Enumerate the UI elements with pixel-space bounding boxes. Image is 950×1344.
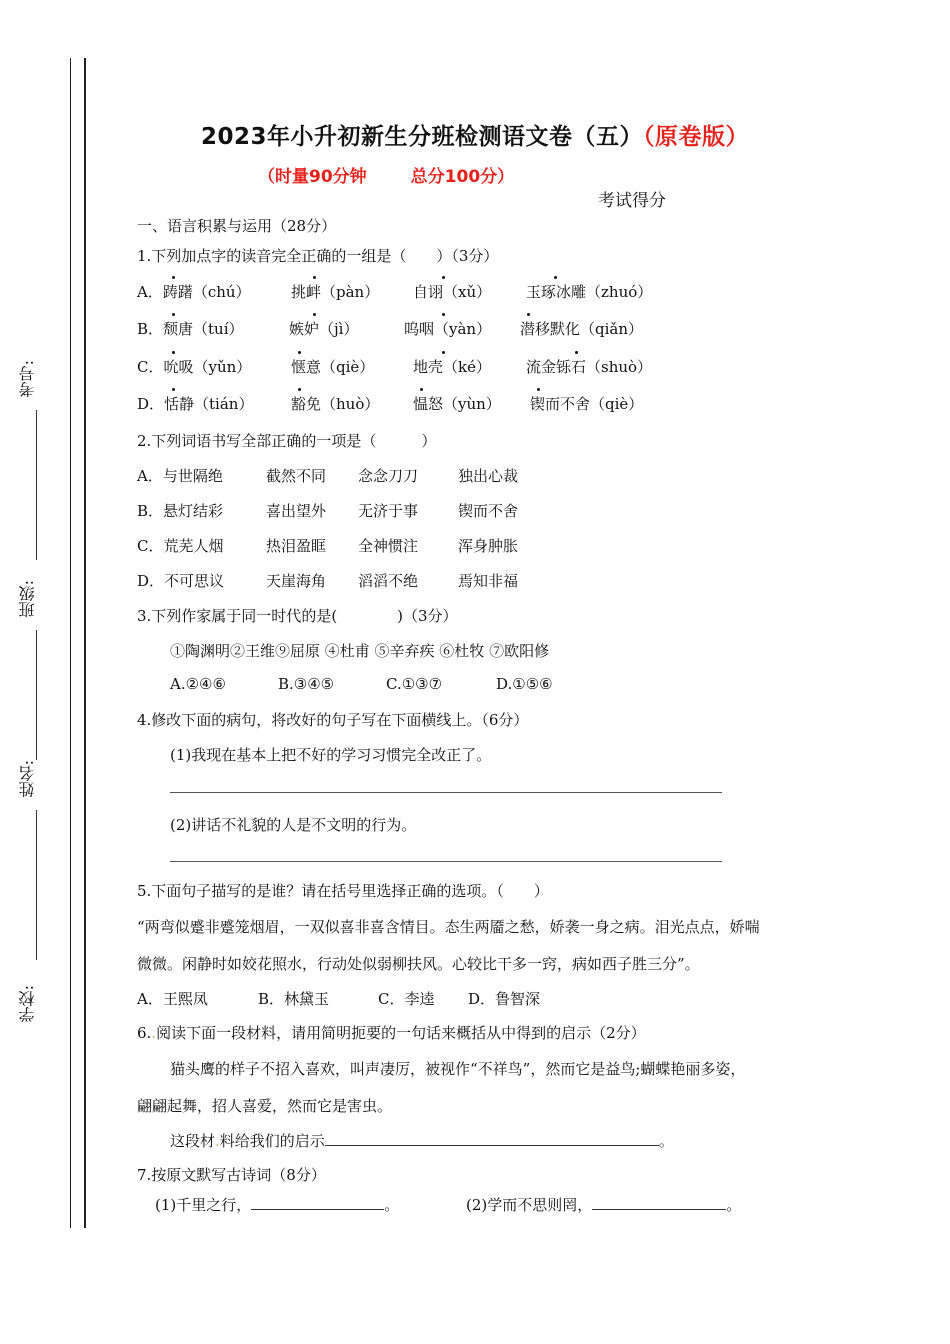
q5-option-b: B．林黛玉 (258, 990, 330, 1008)
q7-item-2-text: (2)学而不思则罔， (466, 1196, 593, 1214)
q6-passage-line-2: 翩翩起舞，招人喜爱，然而它是害虫。 (137, 1097, 393, 1115)
q3-list: ①陶渊明②王维⑨屈原 ④杜甫 ⑤辛弃疾 ⑥杜牧 ⑦欧阳修 (170, 642, 550, 660)
q1-d2: 豁免（huò） (291, 395, 380, 413)
q6-prompt-b: 料给我们的启示 (219, 1132, 325, 1150)
q5-option-c: C．李逵 (378, 990, 435, 1008)
dot-mark (298, 388, 301, 391)
q2-stem: 2.下列词语书写全部正确的一项是（ ） (137, 432, 437, 450)
dot-mark (172, 351, 175, 354)
q5-option-d: D．鲁智深 (468, 990, 541, 1008)
section-heading: 一、语言积累与运用（28分） (137, 217, 337, 235)
q3-option-c: C.①③⑦ (386, 675, 443, 693)
q4-answer-line-2[interactable] (170, 861, 722, 862)
q3-option-a: A.②④⑥ (170, 675, 226, 693)
school-label: 学校: (18, 985, 37, 1023)
q1-c1: C．吮吸（yǔn） (137, 358, 252, 376)
q3-option-d: D.①⑤⑥ (496, 675, 553, 693)
q1-b2: 嫉妒（jì） (289, 320, 359, 338)
exam-info (258, 162, 514, 187)
q2-c3: 全神惯注 (358, 537, 419, 555)
q2-b3: 无济于事 (358, 502, 419, 520)
q1-d1: D．恬静（tián） (137, 395, 254, 413)
q1-b3: 呜咽（yàn） (404, 320, 492, 338)
total-score: 总分100分） (410, 167, 515, 187)
q2-a3: 念念刀刀 (358, 467, 419, 485)
q6-stem: 6..阅读下面一段材料，请用简明扼要的一句话来概括从中得到的启示（2分） (137, 1024, 646, 1042)
q7-item-1-end: 。 (384, 1196, 400, 1214)
q4-answer-line-1[interactable] (170, 792, 722, 793)
q6-number: 6. (137, 1024, 152, 1042)
q1-d3: 愠怒（yùn） (413, 395, 501, 413)
q5-quote-line-2: 微微。闲静时如姣花照水，行动处似弱柳扶风。心较比干多一窍，病如西子胜三分”。 (137, 955, 700, 973)
q4-sentence-1: (1)我现在基本上把不好的学习习惯完全改正了。 (170, 746, 492, 764)
q1-b4: 潜移默化（qiǎn） (520, 320, 644, 338)
q5-quote-line-1: “两弯似蹙非蹙笼烟眉，一双似喜非喜含情目。态生两靥之愁，娇袭一身之病。泪光点点，娇喘 (137, 918, 760, 936)
time-limit: （时量90分钟 (258, 167, 367, 187)
q2-a2: 截然不同 (266, 467, 327, 485)
q2-d3: 滔滔不绝 (358, 572, 419, 590)
q1-a1: A．踌躇（chú） (137, 283, 251, 301)
name-field[interactable] (36, 810, 37, 960)
q1-c2: 惬意（qiè） (291, 358, 375, 376)
binding-line-outer (84, 58, 86, 1228)
q6-prompt: 这段材.料给我们的启示 。 (170, 1132, 674, 1150)
class-field[interactable] (36, 630, 37, 760)
dot-mark (442, 313, 445, 316)
q1-a2: 挑衅（pàn） (291, 283, 380, 301)
q5-option-a: A．王熙凤 (137, 990, 208, 1008)
class-label: 班级: (18, 580, 37, 618)
q3-stem: 3.下列作家属于同一时代的是( )（3分） (137, 607, 458, 625)
dot-mark (298, 351, 301, 354)
q2-d4: 焉知非福 (458, 572, 519, 590)
q2-a4: 独出心裁 (458, 467, 519, 485)
q1-a3: 自诩（xǔ） (413, 283, 492, 301)
q4-sentence-2: (2)讲话不礼貌的人是不文明的行为。 (170, 816, 417, 834)
q6-prompt-a: 这段材 (170, 1132, 216, 1150)
q1-stem: 1.下列加点字的读音完全正确的一组是（ ）（3分） (137, 247, 499, 265)
q4-stem: 4.修改下面的病句，将改好的句子写在下面横线上。（6分） (137, 711, 529, 729)
q1-c3: 地壳（ké） (413, 358, 491, 376)
q7-blank-1[interactable] (251, 1209, 384, 1210)
dot-mark (442, 351, 445, 354)
title-tag: （原卷版） (643, 124, 749, 150)
q7-blank-2[interactable] (592, 1209, 726, 1210)
q1-c4: 流金铄石（shuò） (526, 358, 653, 376)
dot-mark (575, 351, 578, 354)
q7-stem: 7.按原文默写古诗词（8分） (137, 1166, 326, 1184)
q2-a1: A．与世隔绝 (137, 467, 223, 485)
name-label: 姓名: (18, 760, 37, 798)
dot-mark (172, 388, 175, 391)
dot-mark (420, 388, 423, 391)
score-label: 考试得分 (598, 191, 666, 211)
dot-mark (172, 276, 175, 279)
page-title (0, 118, 950, 151)
exam-number-label: 考号: (18, 360, 37, 398)
q2-b1: B．悬灯结彩 (137, 502, 224, 520)
binding-line-inner (70, 58, 71, 1228)
q1-a4: 玉琢冰雕（zhuó） (526, 283, 653, 301)
dot-mark (554, 276, 557, 279)
q6-text: 阅读下面一段材料，请用简明扼要的一句话来概括从中得到的启示（2分） (156, 1024, 646, 1042)
dot-mark (442, 276, 445, 279)
q7-item-1 (155, 1194, 399, 1215)
dot-mark (172, 313, 175, 316)
exam-number-field[interactable] (36, 410, 37, 560)
q2-b2: 喜出望外 (266, 502, 327, 520)
q2-c2: 热泪盈眶 (266, 537, 327, 555)
dot-mark (537, 388, 540, 391)
q1-b1: B．颓唐（tuí） (137, 320, 244, 338)
q5-stem: 5.下面句子描写的是谁？请在括号里选择正确的选项。（ ） (137, 882, 549, 900)
q1-d4: 锲而不舍（qiè） (530, 395, 644, 413)
q6-end: 。 (658, 1132, 674, 1150)
q3-option-b: B.③④⑤ (278, 675, 335, 693)
q2-d2: 天崖海角 (266, 572, 327, 590)
q7-item-2 (466, 1194, 741, 1215)
q6-passage-line-1: 猫头鹰的样子不招入喜欢，叫声凄厉，被视作“不祥鸟”，然而它是益鸟;蝴蝶艳丽多姿， (170, 1060, 746, 1078)
q7-item-2-end: 。 (726, 1196, 742, 1214)
dot-mark (313, 313, 316, 316)
q7-item-1-text: (1)千里之行， (155, 1196, 252, 1214)
q2-c4: 浑身肿胀 (458, 537, 519, 555)
q2-c1: C．荒芜人烟 (137, 537, 224, 555)
q6-answer-blank[interactable] (325, 1145, 659, 1146)
dot-mark (527, 313, 530, 316)
q2-d1: D．不可思议 (137, 572, 225, 590)
dot-mark (313, 276, 316, 279)
q2-b4: 锲而不舍 (458, 502, 519, 520)
title-main: 2023年小升初新生分班检测语文卷（五） (200, 124, 643, 150)
